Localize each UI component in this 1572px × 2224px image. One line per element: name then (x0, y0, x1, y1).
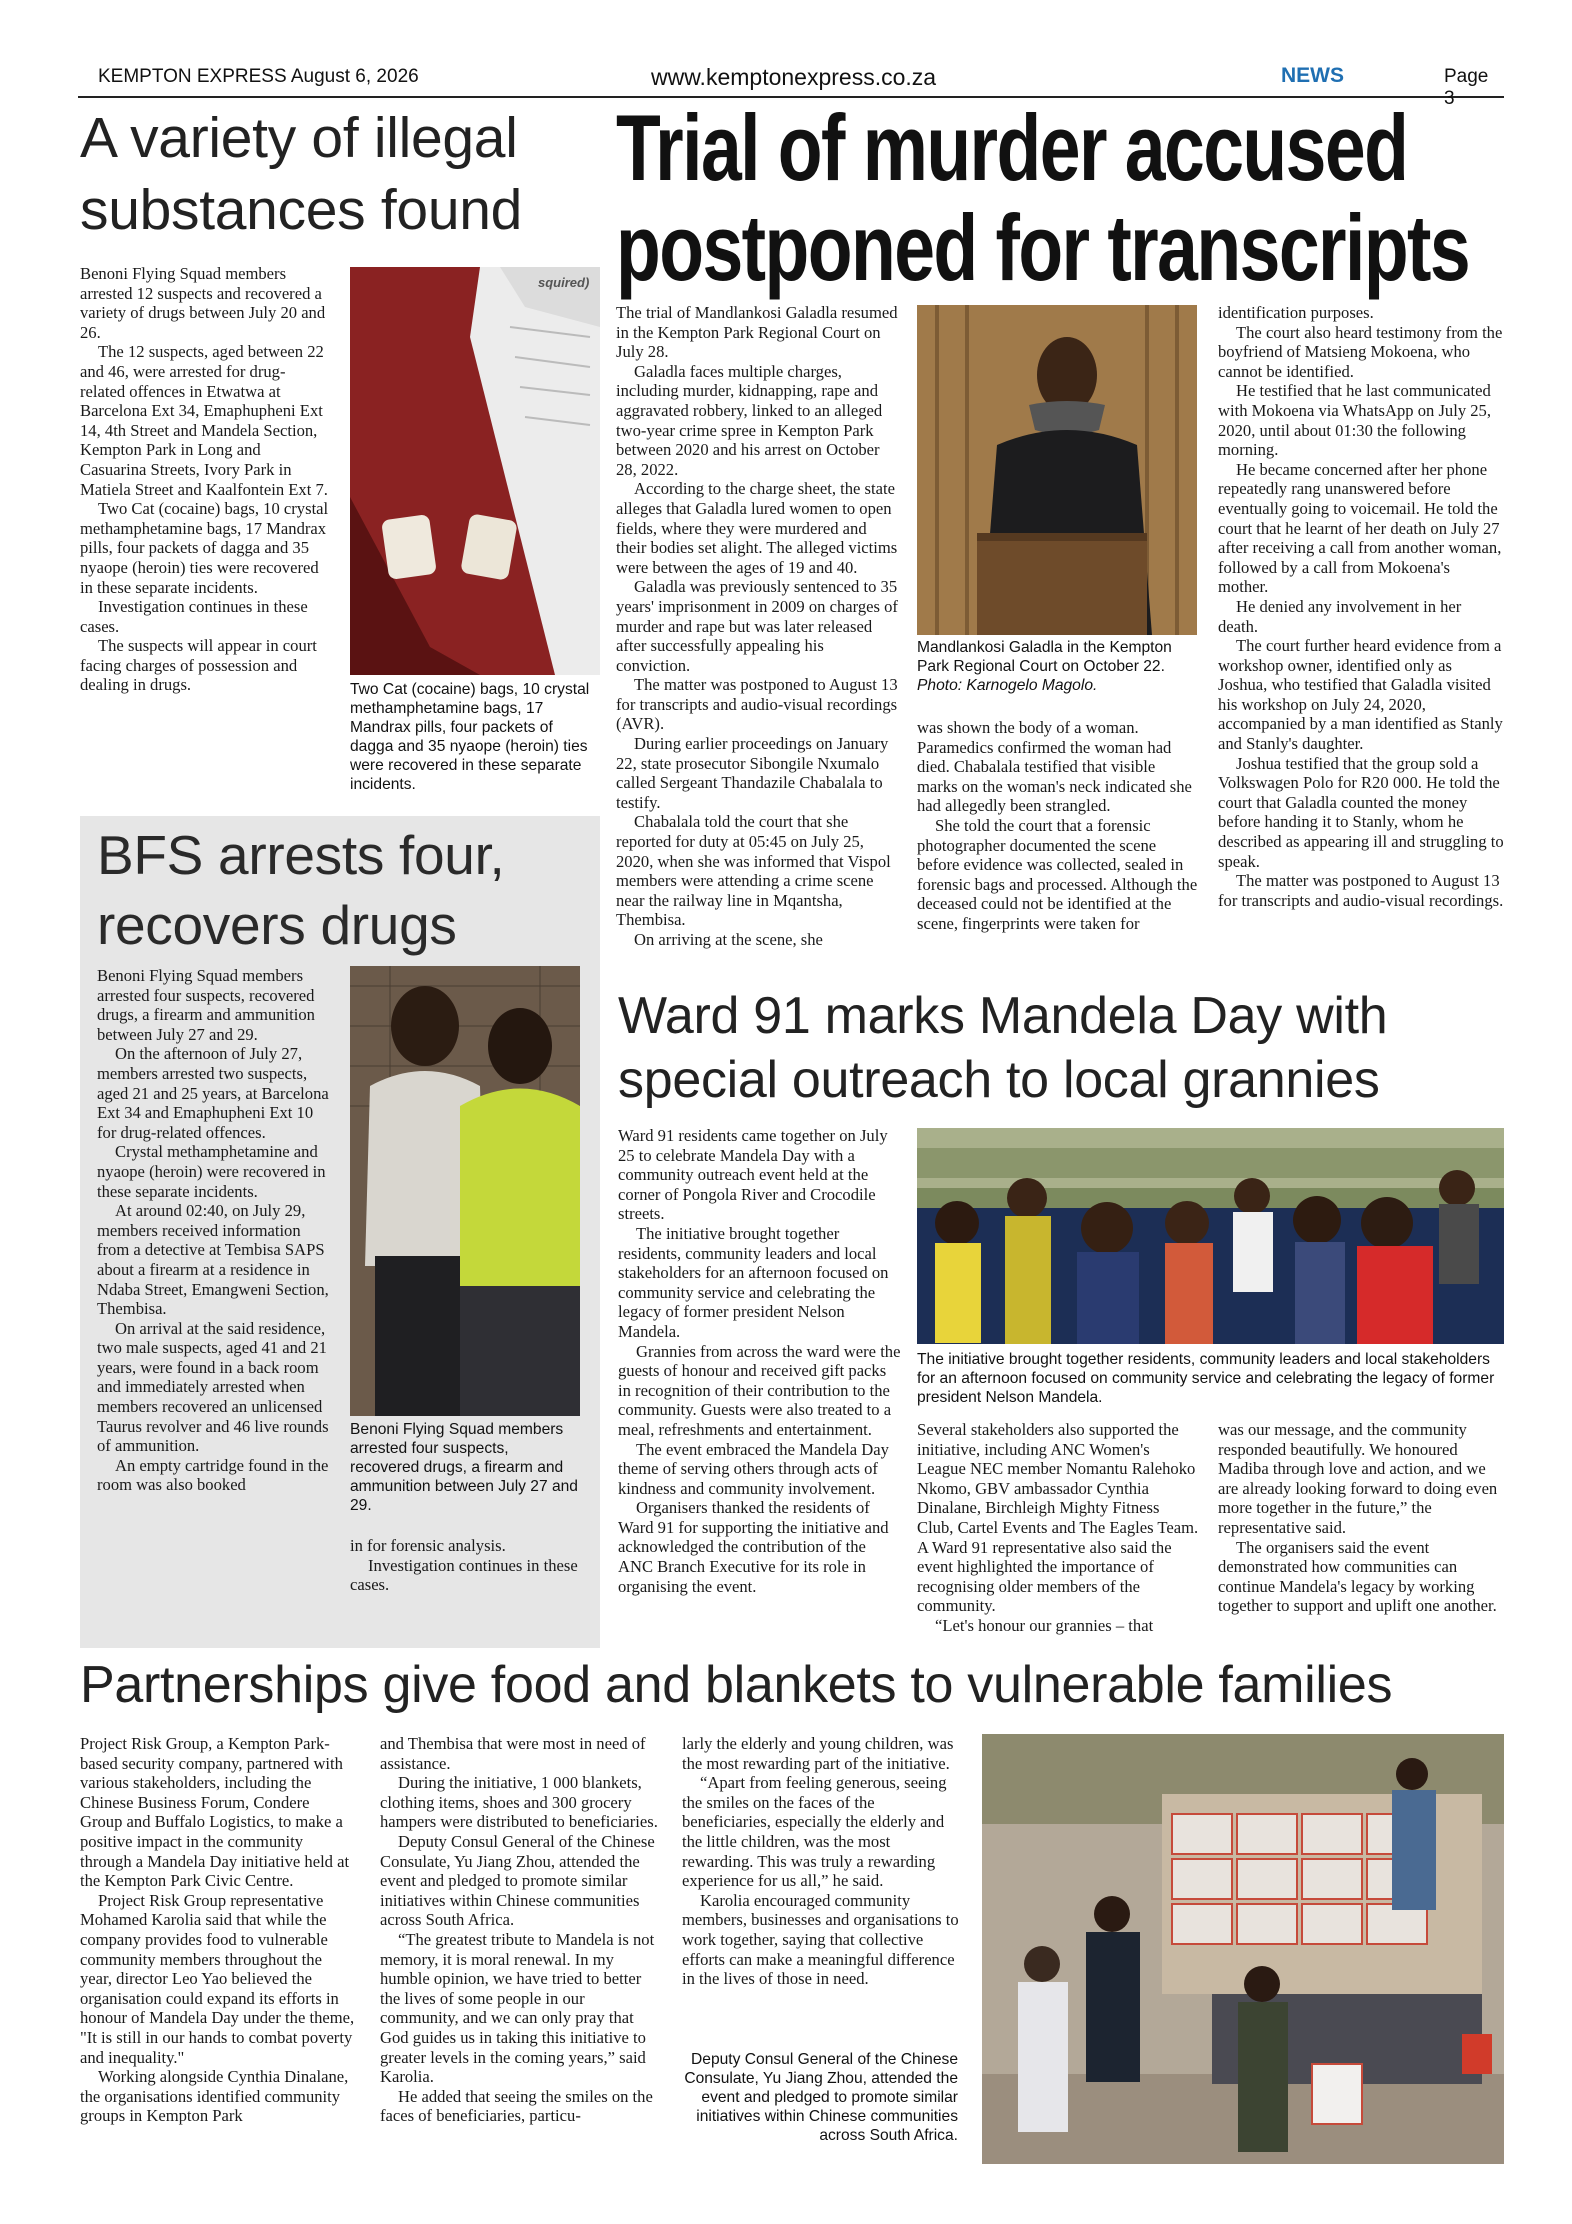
article-trial-caption: Mandlankosi Galadla in the Kempton Park Regional Court on October 22. Photo: Karnogelo Magolo. (917, 639, 1172, 694)
drugs-photo-label: squired) (538, 275, 590, 290)
article-bfs-headline: BFS arrests four, recovers drugs (97, 824, 505, 956)
article-bfs-caption: Benoni Flying Squad members arrested four suspects, recovered drugs, a firearm and ammunition between July 27 and 29. (350, 1421, 578, 1514)
trial-photo-image (917, 305, 1197, 635)
article-trial-headline-line2: postponed for transcripts (616, 195, 1470, 300)
partnerships-photo-image (982, 1734, 1504, 2164)
article-trial-col2: was shown the body of a woman. Paramedics confirmed the woman had died. Chabalala testified that visible marks on the woman's neck indicated she had allegedly been strangled. She told the court that a forensic photographer documented the scene before evidence was collected, sealed in forensic bags and processed. Although the deceased could not be identified at the scene, fingerprints were taken for (917, 718, 1198, 933)
drugs-photo-image (350, 267, 600, 675)
masthead (78, 62, 1504, 109)
article-bfs-col1: Benoni Flying Squad members arrested four suspects, recovered drugs, a firearm and ammunition between July 27 and 29. On the afternoon of July 27, members arrested two suspects, aged 21 and 25 years, at Barcelona Ext 34 and Emaphupheni Ext 10 for drug-related offences. Crystal methamphetamine and nyaope (heroin) were recovered in these separate incidents. At around 02:40, on July 29, members received information from a detective at Tembisa SAPS about a firearm at a residence in Ndaba Street, Emangweni Section, Thembisa. On arrival at the said residence, two male suspects, aged 41 and 21 years, were found in a back room and immediately arrested when members recovered an unlicensed Taurus revolver and 46 live rounds of ammunition. An empty cartridge found in the room was also booked (97, 966, 329, 1495)
article-ward91-caption: The initiative brought together residents, community leaders and local stakeholders for an afternoon focused on community service and celebrating the legacy of former president Nelson Mandela. (917, 1351, 1495, 1406)
article-partnerships-col1: Project Risk Group, a Kempton Park-based security company, partnered with various stakeholders, including the Chinese Business Forum, Condere Group and Buffalo Logistics, to make a positive impact in the community through a Mandela Day initiative held at the Kempton Park Civic Centre. Project Risk Group representative Mohamed Karolia said that while the company provides food to vulnerable community members throughout the year, director Leo Yao believed the organisation could expand its efforts in honour of Mandela Day under the theme, "It is still in our hands to combat poverty and inequality." Working alongside Cynthia Dinalane, the organisations identified community groups in Kempton Park (80, 1734, 355, 2126)
article-ward91-col1: Ward 91 residents came together on July 25 to celebrate Mandela Day with a community outreach event held at the corner of Pongola River and Crocodile streets. The initiative brought together residents, community leaders and local stakeholders for an afternoon focused on community service and celebrating the legacy of former president Nelson Mandela. Grannies from across the ward were the guests of honour and received gift packs in recognition of their contribution to the community. Guests were also treated to a meal, refreshments and entertainment. The event embraced the Mandela Day theme of serving others through acts of kindness and community involvement. Organisers thanked the residents of Ward 91 for supporting the initiative and acknowledged the contribution of the ANC Branch Executive for its role in organising the event. (618, 1126, 901, 1596)
bfs-photo-image (350, 966, 580, 1416)
ward91-photo (917, 1128, 1504, 1344)
article-ward91-col3: was our message, and the community responded beautifully. We honoured Madiba through love and action, and we are already looking forward to doing even more together in the future,” the representative said. The organisers said the event demonstrated how communities can continue Mandela's legacy by working together to support and uplift one another. (1218, 1420, 1498, 1616)
article-ward91-headline-line1: Ward 91 marks Mandela Day with (618, 987, 1388, 1045)
article-partnerships-col3: larly the elderly and young children, was the most rewarding part of the initiative. “Apart from feeling generous, seeing the smiles on the faces of the beneficiaries, especially the elderly and the little children, was the most rewarding. This was truly a rewarding experience for us all,” he said. Karolia encouraged community members, businesses and organisations to work together, saying that collective efforts can make a meaningful difference in the lives of those in need. (682, 1734, 959, 1989)
section-label: NEWS (1281, 64, 1344, 87)
article-drugs-body: Benoni Flying Squad members arrested 12 suspects and recovered a variety of drugs between July 20 and 26. The 12 suspects, aged between 22 and 46, were arrested for drug-related offences in Etwatwa at Barcelona Ext 34, Emaphupheni Ext 14, 4th Street and Mandela Section, Kempton Park in Long and Casuarina Streets, Ivory Park in Matiela Street and Kaalfontein Ext 7. Two Cat (cocaine) bags, 10 crystal methamphetamine bags, 17 Mandrax pills, four packets of dagga and 35 nyaope (heroin) ties were recovered in these separate incidents. Investigation continues in these cases. The suspects will appear in court facing charges of possession and dealing in drugs. (80, 264, 329, 695)
article-ward91-headline-line2: special outreach to local grannies (618, 1051, 1380, 1109)
article-partnerships-col2: and Thembisa that were most in need of assistance. During the initiative, 1 000 blankets, clothing items, shoes and 300 grocery hampers were distributed to beneficiaries. Deputy Consul General of the Chinese Consulate, Yu Jiang Zhou, attended the event and pledged to promote similar initiatives within Chinese communities across South Africa. “The greatest tribute to Mandela is not memory, it is moral renewal. In my humble opinion, we have tried to better the lives of some people in our community, and we can only pray that God guides us in taking this initiative to greater levels in the coming years,” said Karolia. He added that seeing the smiles on the faces of beneficiaries, particu- (380, 1734, 658, 2126)
trial-photo (917, 305, 1197, 635)
partnerships-photo (982, 1734, 1504, 2164)
article-trial-col3: identification purposes. The court also heard testimony from the boyfriend of Matsieng Mokoena, who cannot be identified. He testified that he last communicated with Mokoena via WhatsApp on July 25, 2020, until about 01:30 the following morning. He became concerned after her phone repeatedly rang unanswered before eventually going to voicemail. He told the court that he learnt of her death on July 27 after receiving a call from another woman, followed by a call from Mokoena's mother. He denied any involvement in her death. The court further heard evidence from a workshop owner, identified only as Joshua, who testified that Galadla visited his workshop on July 24, 2020, accompanied by a man identified as Stanly and Stanly's daughter. Joshua testified that the group sold a Volkswagen Polo for R20 000. He told the court that Galadla counted the money before handing it to Stanly, whom he described as appearing ill and struggling to speak. The matter was postponed to August 13 for transcripts and audio-visual recordings. (1218, 303, 1504, 910)
article-drugs-caption: Two Cat (cocaine) bags, 10 crystal methamphetamine bags, 17 Mandrax pills, four packets of dagga and 35 nyaope (heroin) ties were recovered in these separate incidents. (350, 681, 590, 793)
bfs-photo (350, 966, 580, 1416)
article-ward91-col2: Several stakeholders also supported the initiative, including ANC Women's League NEC member Nomantu Ralehoko Nkomo, GBV ambassador Cynthia Dinalane, Birchleigh Mighty Fitness Club, Cartel Events and The Eagles Team. A Ward 91 representative also said the event highlighted the importance of recognising older members of the community. “Let's honour our grannies – that (917, 1420, 1199, 1635)
article-trial-headline-line1: Trial of murder accused (616, 95, 1408, 200)
photo-credit: Photo: Karnogelo Magolo. (917, 677, 1098, 694)
page-number: Page 3 (1444, 66, 1489, 109)
drugs-photo (350, 267, 600, 675)
article-partnerships-headline: Partnerships give food and blankets to vulnerable families (80, 1656, 1393, 1714)
article-partnerships-caption: Deputy Consul General of the Chinese Consulate, Yu Jiang Zhou, attended the event and pledged to promote similar initiatives within Chinese communities across South Africa. (684, 2051, 958, 2144)
website-link[interactable]: www.kemptonexpress.co.za (651, 64, 937, 90)
article-bfs-col2: in for forensic analysis. Investigation continues in these cases. (350, 1536, 578, 1595)
article-trial-col1: The trial of Mandlankosi Galadla resumed in the Kempton Park Regional Court on July 28. Galadla faces multiple charges, including murder, kidnapping, rape and aggravated robbery, linked to an alleged two-year crime spree in Kempton Park between 2020 and his arrest on October 28, 2022. According to the charge sheet, the state alleges that Galadla lured women to open fields, where they were murdered and their bodies set alight. The alleged victims were between the ages of 19 and 40. Galadla was previously sentenced to 35 years' imprisonment in 2009 on charges of murder and rape but was later released after successfully appealing his conviction. The matter was postponed to August 13 for transcripts and audio-visual recordings (AVR). During earlier proceedings on January 22, state prosecutor Sibongile Nxumalo called Sergeant Thandazile Chabalala to testify. Chabalala told the court that she reported for duty at 05:45 on July 25, 2020, when she was informed that Vispol members were attending a crime scene near the railway line in Mqantsha, Thembisa. On arriving at the scene, she (616, 303, 898, 949)
ward91-photo-image (917, 1128, 1504, 1344)
article-drugs-headline: A variety of illegal substances found (80, 106, 523, 242)
publication-date: KEMPTON EXPRESS August 6, 2026 (98, 66, 419, 87)
